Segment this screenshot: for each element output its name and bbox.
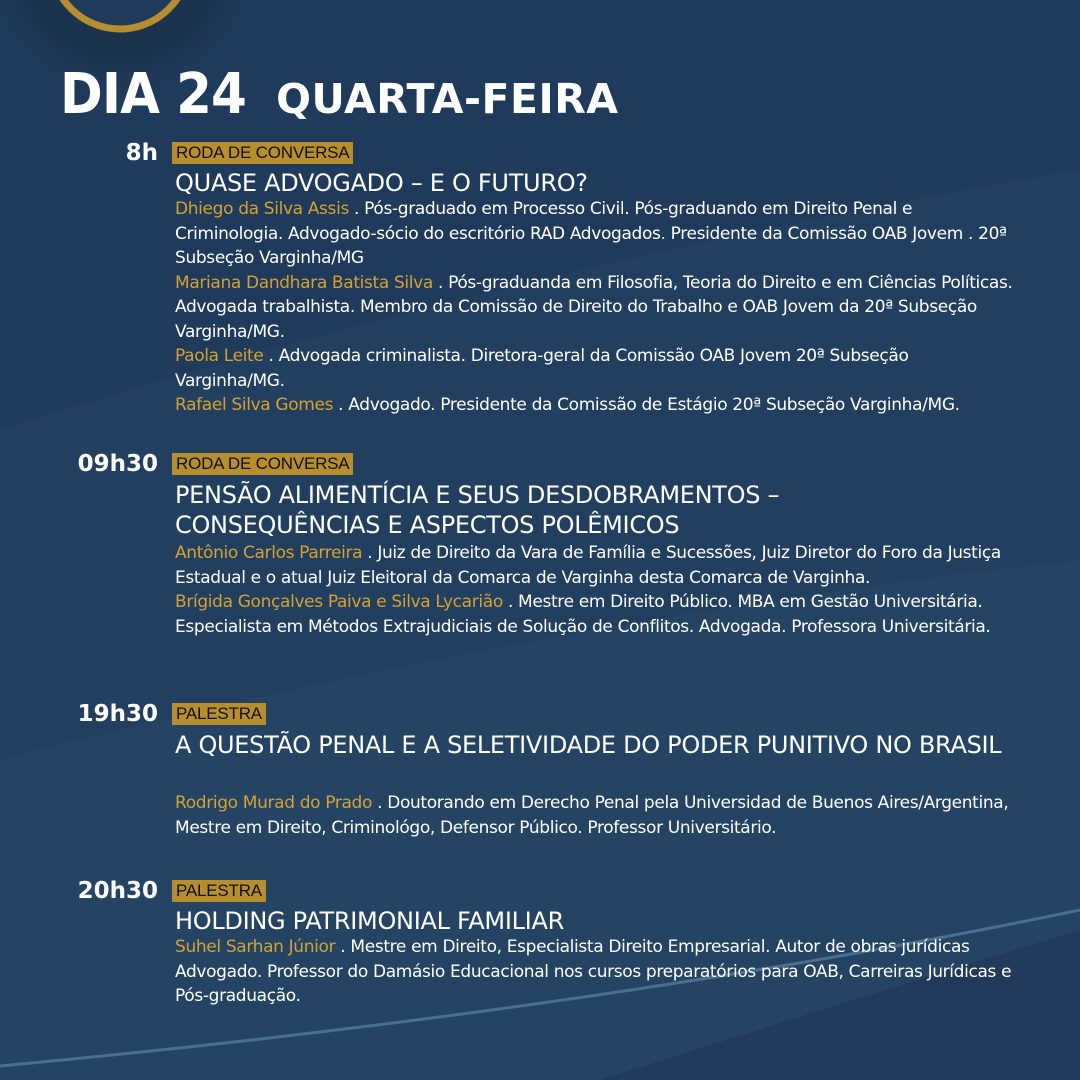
speaker-name: Rafael Silva Gomes: [175, 395, 334, 415]
session-time: 09h30: [77, 451, 158, 477]
speaker-name: Antônio Carlos Parreira: [175, 543, 363, 563]
speaker-entry: [175, 935, 1020, 1009]
speaker-name: Mariana Dandhara Batista Silva: [175, 272, 433, 293]
speaker-bio: . Juiz de Direito da Vara de Família e Sucessões, Juiz Diretor do Foro da Justiça Estadual e o atual Juiz Eleitoral da Comarca de Varginha desta Comarca de Varginha.: [175, 543, 1001, 588]
session-title: QUASE ADVOGADO – E O FUTURO?: [175, 169, 588, 197]
speaker-name: Suhel Sarhan Júnior: [175, 937, 336, 957]
speaker-bio: . Mestre em Direito Público. MBA em Gestão Universitária. Especialista em Métodos Extrajudiciais de Solução de Conflitos. Advogada. Professora Universitária.: [175, 592, 991, 637]
speaker-name: Paola Leite: [175, 346, 264, 366]
session-time: 8h: [125, 140, 158, 166]
day-number: DIA 24: [60, 62, 246, 127]
speaker-entry: [175, 791, 1020, 840]
speaker-list: [175, 541, 1020, 639]
session-header: [0, 141, 1080, 165]
speaker-list: [175, 197, 1020, 418]
speaker-entry: [175, 590, 1020, 639]
session-header: [0, 702, 1080, 726]
speaker-entry: [175, 271, 1020, 345]
speaker-bio: . Doutorando em Derecho Penal pela Universidad de Buenos Aires/Argentina, Mestre em Direito, Criminológo, Defensor Público. Professor Universitário.: [175, 793, 1009, 838]
session-type-badge: PALESTRA: [172, 880, 266, 902]
session-type-badge: RODA DE CONVERSA: [172, 142, 353, 164]
speaker-bio: . Pós-graduanda em Filosofia, Teoria do Direito e em Ciências Políticas. Advogada trabalhista. Membro da Comissão de Direito do Trabalho e OAB Jovem da 20ª Subseção Varginha/MG.: [175, 272, 1013, 342]
session-type-badge: RODA DE CONVERSA: [172, 453, 353, 475]
speaker-bio: . Pós-graduado em Processo Civil. Pós-graduando em Direito Penal e Criminologia. Advogado-sócio do escritório RAD Advogados. Presidente da Comissão OAB Jovem . 20ª Subseção Varginha/MG: [175, 199, 1007, 268]
speaker-entry: [175, 541, 1020, 590]
session-time: 19h30: [77, 701, 158, 727]
session-time: 20h30: [77, 878, 158, 904]
speaker-bio: . Advogado. Presidente da Comissão de Estágio 20ª Subseção Varginha/MG.: [333, 395, 960, 415]
speaker-entry: [175, 393, 1020, 418]
speaker-list: [175, 791, 1020, 840]
speaker-entry: [175, 197, 1020, 271]
speaker-name: Brígida Gonçalves Paiva e Silva Lycarião: [175, 592, 503, 612]
session-type-badge: PALESTRA: [172, 703, 266, 725]
session-header: [0, 452, 1080, 476]
speaker-list: [175, 935, 1020, 1009]
speaker-entry: [175, 344, 1020, 393]
speaker-name: Dhiego da Silva Assis: [175, 199, 349, 219]
session-title: PENSÃO ALIMENTÍCIA E SEUS DESDOBRAMENTOS – CONSEQUÊNCIAS E ASPECTOS POLÊMICOS: [175, 481, 780, 539]
session-title: HOLDING PATRIMONIAL FAMILIAR: [175, 907, 564, 935]
day-header: [60, 62, 619, 127]
session-title: A QUESTÃO PENAL E A SELETIVIDADE DO PODER PUNITIVO NO BRASIL: [175, 731, 1002, 759]
speaker-bio: . Mestre em Direito, Especialista Direito Empresarial. Autor de obras jurídicas Advogado. Professor do Damásio Educacional nos cursos preparatórios para OAB, Carreiras Jurídicas e Pós-graduação.: [175, 937, 1012, 1006]
speaker-name: Rodrigo Murad do Prado: [175, 793, 373, 813]
speaker-bio: . Advogada criminalista. Diretora-geral da Comissão OAB Jovem 20ª Subseção Varginha/MG.: [175, 346, 909, 391]
day-weekday: QUARTA-FEIRA: [276, 75, 619, 123]
session-header: [0, 879, 1080, 903]
